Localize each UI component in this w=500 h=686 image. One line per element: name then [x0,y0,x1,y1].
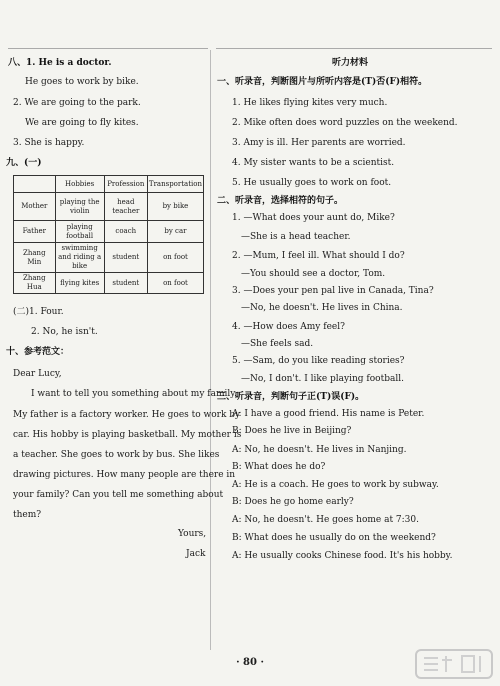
letter-line: car. His hobby is playing basketball. My mother is [13,430,242,440]
letter-line: My father is a factory worker. He goes to work by [13,410,241,420]
section-3-item: A: No, he doesn't. He lives in Nanjing. [232,445,407,455]
section-2-item: 3. —Does your pen pal live in Canada, Tina? [232,286,434,296]
table-cell: playing football [55,221,104,243]
section-3-item: B: Does he live in Beijing? [232,426,352,436]
table-cell: by car [147,221,203,243]
section-8-item-2: 2. We are going to the park. [13,98,141,108]
table-cell: coach [104,221,147,243]
letter-line: your family? Can you tell me something about [13,490,224,500]
section-9-label: 九、(一) [6,158,42,168]
section-3-item: B: Does he go home early? [232,497,354,507]
table-cell: on foot [147,273,203,294]
letter-line: a teacher. She goes to work by bus. She likes [13,450,220,460]
section-2-item: 2. —Mum, I feel ill. What should I do? [232,251,405,261]
section-2-item: —No, he doesn't. He lives in China. [241,303,403,313]
section-1-item: 3. Amy is ill. Her parents are worried. [232,138,406,148]
section-1-item: 4. My sister wants to be a scientist. [232,158,395,168]
table-cell: Zhang Hua [14,273,56,294]
letter-closing: Yours, [178,529,207,539]
top-rule-right [216,48,492,49]
hobby-table [13,175,204,294]
section-9-2-item-2: 2. No, he isn't. [31,327,98,337]
section-8-item-1: 八、1. He is a doctor. [8,58,112,68]
section-1-item: 2. Mike often does word puzzles on the weekend. [232,118,458,128]
section-3-item: B: What does he do? [232,462,326,472]
table-header [14,176,56,193]
watermark-logo-icon [414,646,494,682]
table-cell: head teacher [104,193,147,221]
table-cell: by bike [147,193,203,221]
table-cell: student [104,243,147,273]
column-divider [210,50,211,650]
table-row [14,193,204,221]
table-cell: student [104,273,147,294]
table-cell: swimming and riding a bike [55,243,104,273]
section-3-item: A: He is a coach. He goes to work by subway. [232,480,439,490]
section-2-item: —No, I don't. I like playing football. [241,374,404,384]
top-rule-left [8,48,208,49]
letter-signature: Jack [186,549,206,559]
page-number: · 80 · [236,657,264,668]
letter-line: them? [13,510,42,520]
table-header: Profession [104,176,147,193]
table-row [14,243,204,273]
table-cell: Mother [14,193,56,221]
section-2-item: 4. —How does Amy feel? [232,322,345,332]
table-cell: Zhang Min [14,243,56,273]
section-2-item: —You should see a doctor, Tom. [241,269,386,279]
table-cell: playing the violin [55,193,104,221]
section-3-item: A: I have a good friend. His name is Peter. [232,409,425,419]
section-2-item: 1. —What does your aunt do, Mike? [232,213,395,223]
section-8-item-1b: He goes to work by bike. [25,77,139,87]
table-row [14,273,204,294]
section-3-item: A: He usually cooks Chinese food. It's his hobby. [232,551,453,561]
section-2-item: —She feels sad. [241,339,314,349]
section-1-item: 1. He likes flying kites very much. [232,98,388,108]
section-2-heading: 二、听录音，选择相符的句子。 [217,196,344,206]
table-cell: on foot [147,243,203,273]
section-3-item: A: No, he doesn't. He goes home at 7:30. [232,515,419,525]
letter-line: drawing pictures. How many people are there in [13,470,236,480]
section-10-label: 十、参考范文： [6,347,70,357]
letter-greeting: Dear Lucy, [13,369,62,379]
section-1-heading: 一、听录音，判断图片与所听内容是(T)否(F)相符。 [217,77,428,87]
section-8-item-2b: We are going to fly kites. [25,118,139,128]
section-2-item: 5. —Sam, do you like reading stories? [232,356,405,366]
section-3-item: B: What does he usually do on the weekend? [232,533,436,543]
section-9-2-item-1: (二)1. Four. [13,307,64,317]
section-8-item-3: 3. She is happy. [13,138,85,148]
table-row [14,221,204,243]
listening-title: 听力材料 [332,58,369,68]
table-cell: flying kites [55,273,104,294]
table-cell: Father [14,221,56,243]
table-header: Transportation [147,176,203,193]
table-header-row [14,176,204,193]
section-1-item: 5. He usually goes to work on foot. [232,178,392,188]
table-header: Hobbies [55,176,104,193]
section-3-heading: 三、听录音，判断句子正(T)误(F)。 [217,392,365,402]
letter-line: I want to tell you something about my family. [31,389,238,399]
section-2-item: —She is a head teacher. [241,232,351,242]
